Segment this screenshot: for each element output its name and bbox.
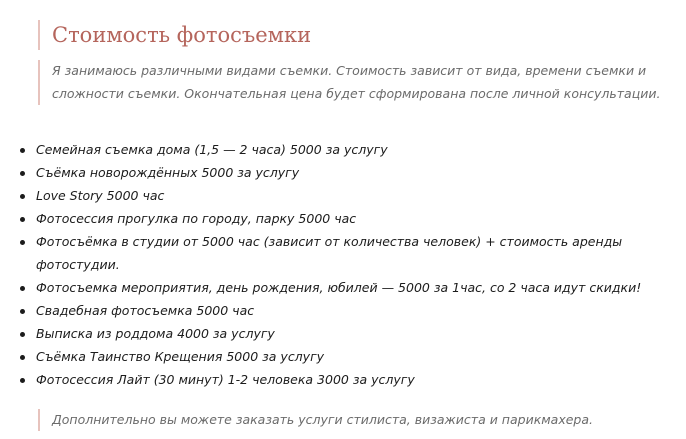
services-list: [0, 139, 686, 392]
service-label: Съёмка Таинство Крещения 5000 за услугу: [36, 348, 325, 364]
service-label: Love Story 5000 час: [36, 188, 165, 203]
service-label: Фотосессия Лайт (30 минут) 1-2 человека 3000 за услугу: [36, 371, 415, 387]
service-label: Фотосессия прогулка по городу, парку 5000 час: [36, 211, 357, 226]
service-label: Фотосъёмка в студии от 5000 час (зависит от количества человек) + стоимость аренды фотостудии.: [36, 234, 623, 272]
service-item: [0, 323, 686, 346]
service-label: Фотосъемка мероприятия, день рождения, юбилей — 5000 за 1час, со 2 часа идут скидки!: [36, 279, 642, 295]
service-item: [0, 139, 686, 162]
bullet-icon: [20, 240, 25, 245]
intro-text: Я занимаюсь различными видами съемки. Стоимость зависит от вида, времени съемки и сложности съемки. Окончательная цена будет сформирована после личной консультации.: [38, 60, 682, 105]
bullet-icon: [20, 309, 25, 314]
service-item: [0, 231, 666, 276]
bullet-icon: [20, 171, 25, 176]
service-label: Свадебная фотосъемка 5000 час: [36, 302, 255, 318]
service-item: [0, 162, 686, 185]
service-item: [0, 208, 686, 231]
bullet-icon: [20, 355, 25, 360]
bullet-icon: [20, 378, 25, 383]
service-item: [0, 277, 686, 300]
bullet-icon: [20, 217, 25, 222]
service-item: [0, 185, 686, 208]
service-label: Съёмка новорождённых 5000 за услугу: [36, 165, 300, 180]
bullet-icon: [20, 148, 25, 153]
bullet-icon: [20, 286, 25, 291]
additional-services-note: Дополнительно вы можете заказать услуги стилиста, визажиста и парикмахера.: [38, 409, 593, 431]
service-label: Выписка из роддома 4000 за услугу: [36, 325, 275, 341]
page-title: Стоимость фотосъемки: [38, 20, 311, 50]
service-item: [0, 369, 686, 392]
service-item: [0, 300, 686, 323]
bullet-icon: [20, 194, 25, 199]
bullet-icon: [20, 332, 25, 337]
service-item: [0, 346, 686, 369]
service-label: Семейная съемка дома (1,5 — 2 часа) 5000 за услугу: [36, 142, 388, 157]
